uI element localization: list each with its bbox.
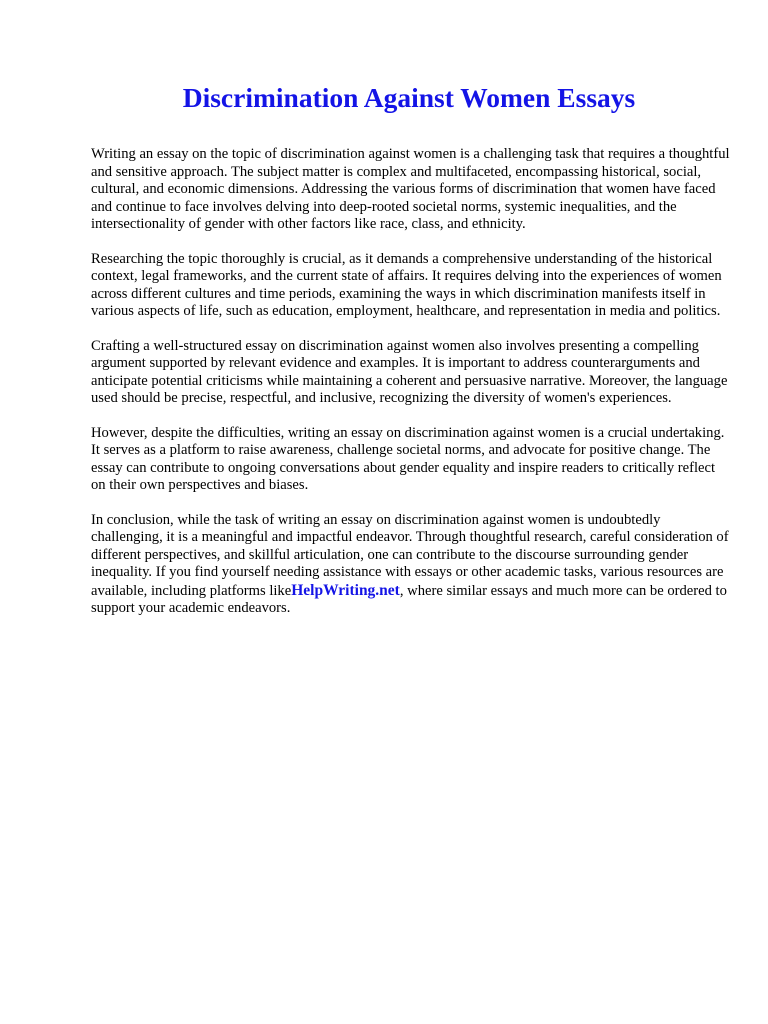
paragraph-intro: Writing an essay on the topic of discrimination against women is a challenging task that requires a thoughtful and sensitive approach. The subject matter is complex and multifaceted, encompassing historical, social, cultural, and economic dimensions. Addressing the various forms of discrimination that women have faced and continue to face involves delving into deep-rooted societal norms, systemic inequalities, and the intersectionality of gender with other factors like race, class, and ethnicity. — [91, 146, 730, 232]
conclusion-text: In conclusion, while the task of writing an essay on discrimination against women is undoubtedly challenging, it is a meaningful and impactful endeavor. Through thoughtful research, careful consideration of different perspectives, and skillful articulation, one can contribute to the discourse surrounding gender inequality. If you find yourself needing assistance with essays or other academic tasks, various resources are available, including platforms like — [91, 511, 729, 599]
helpwriting-link[interactable]: HelpWriting.net — [291, 581, 400, 599]
paragraph-conclusion — [91, 512, 731, 618]
document-body — [91, 146, 731, 635]
paragraph-importance: However, despite the difficulties, writing an essay on discrimination against women is a crucial undertaking. It serves as a platform to raise awareness, challenge societal norms, and advocate for positive change. The essay can contribute to ongoing conversations about gender equality and inspire readers to critically reflect on their own perspectives and biases. — [91, 424, 725, 493]
paragraph-crafting: Crafting a well-structured essay on discrimination against women also involves presenting a compelling argument supported by relevant evidence and examples. It is important to address counterarguments and anticipate potential criticisms while maintaining a coherent and persuasive narrative. Moreover, the language used should be precise, respectful, and inclusive, recognizing the diversity of women's experiences. — [91, 337, 728, 406]
document-title: Discrimination Against Women Essays — [182, 82, 636, 113]
conclusion-text-end: , where similar essays and much more can be ordered to support your academic endeavors. — [91, 582, 727, 616]
paragraph-research: Researching the topic thoroughly is crucial, as it demands a comprehensive understanding of the historical context, legal frameworks, and the current state of affairs. It requires delving into the experiences of women across different cultures and time periods, examining the ways in which discrimination manifests itself in various aspects of life, such as education, employment, healthcare, and representation in media and politics. — [91, 250, 722, 319]
